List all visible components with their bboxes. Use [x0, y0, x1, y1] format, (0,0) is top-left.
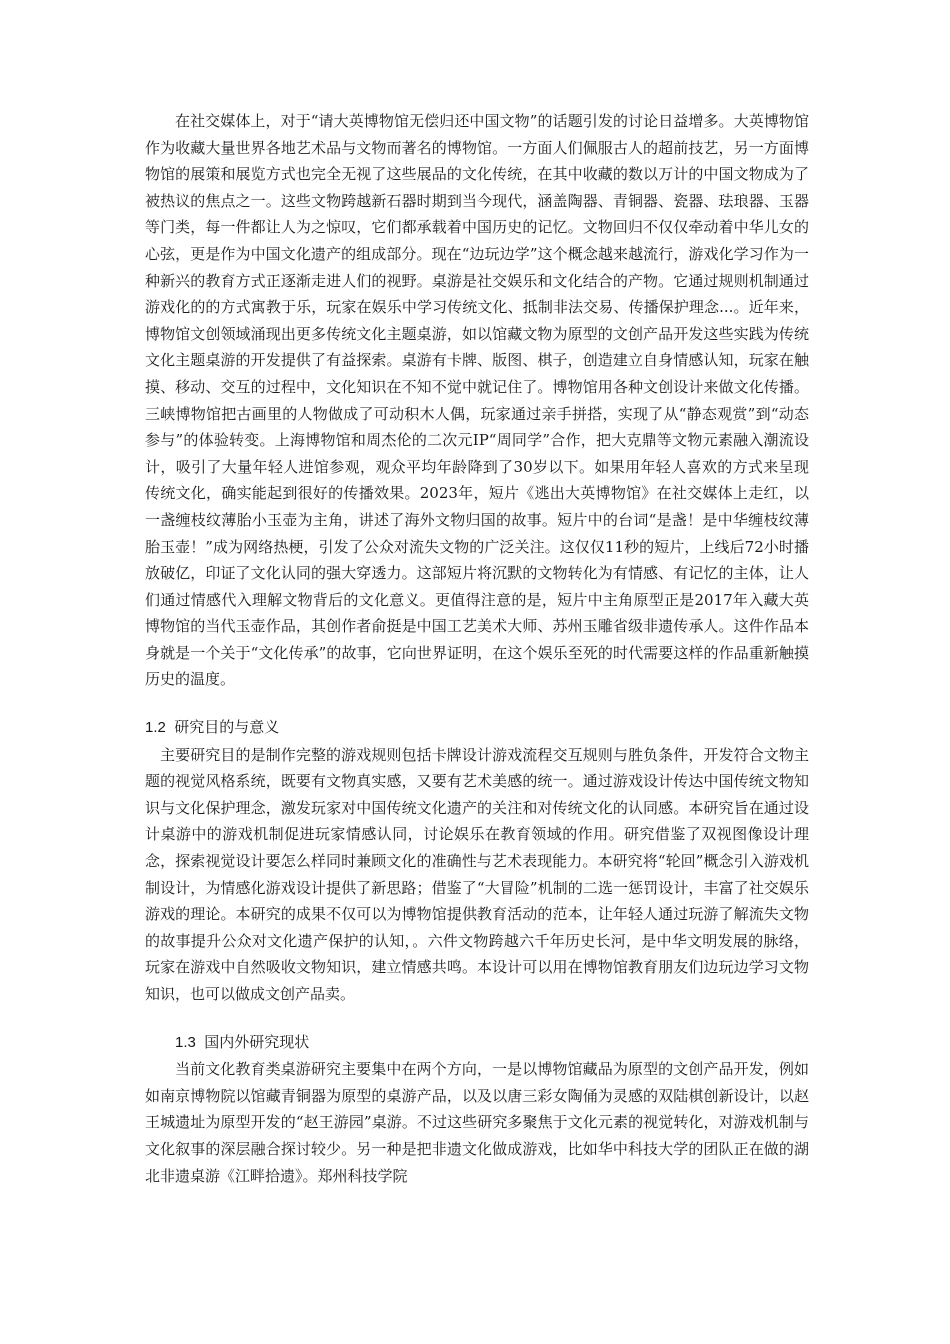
section-heading-1-3 [145, 1030, 809, 1057]
document-body [145, 108, 809, 1189]
section-heading-1-2 [145, 715, 809, 742]
research-purpose-paragraph: 主要研究目的是制作完整的游戏规则包括卡牌设计游戏流程交互规则与胜负条件，开发符合文物主题的视觉风格系统，既要有文物真实感，又要有艺术美感的统一。通过游戏设计传达中国传统文物知识与文化保护理念，激发玩家对中国传统文化遗产的关注和对传统文化的认同感。本研究旨在通过设计桌游中的游戏机制促进玩家情感认同，讨论娱乐在教育领域的作用。研究借鉴了双视图像设计理念，探索视觉设计要怎么样同时兼顾文化的准确性与艺术表现能力。本研究将“轮回”概念引入游戏机制设计，为情感化游戏设计提供了新思路；借鉴了“大冒险”机制的二选一惩罚设计，丰富了社交娱乐游戏的理论。本研究的成果不仅可以为博物馆提供教育活动的范本，让年轻人通过玩游了解流失文物的故事提升公众对文化遗产保护的认知，。六件文物跨越六千年历史长河，是中华文明发展的脉络，玩家在游戏中自然吸收文物知识，建立情感共鸣。本设计可以用在博物馆教育朋友们边玩边学习文物知识，也可以做成文创产品卖。 [145, 745, 809, 1003]
research-status-paragraph: 当前文化教育类桌游研究主要集中在两个方向，一是以博物馆藏品为原型的文创产品开发，例如如南京博物院以馆藏青铜器为原型的桌游产品，以及以唐三彩女陶俑为灵感的双陆棋创新设计，以赵王城遗址为原型开发的“赵王游园”桌游。不过这些研究多聚焦于文化元素的视觉转化，对游戏机制与文化叙事的深层融合探讨较少。另一种是把非遗文化做成游戏，比如华中科技大学的团队正在做的湖北非遗桌游《江畔拾遗》。郑州科技学院 [145, 1060, 809, 1185]
section-number: 1.3 [175, 1033, 196, 1051]
section-title: 研究目的与意义 [174, 719, 280, 737]
section-title: 国内外研究现状 [204, 1033, 310, 1051]
intro-paragraph: 在社交媒体上，对于“请大英博物馆无偿归还中国文物”的话题引发的讨论日益增多。大英博物馆作为收藏大量世界各地艺术品与文物而著名的博物馆。一方面人们佩服古人的超前技艺，另一方面博物馆的展策和展览方式也完全无视了这些展品的文化传统，在其中收藏的数以万计的中国文物成为了被热议的焦点之一。这些文物跨越新石器时期到当今现代，涵盖陶器、青铜器、瓷器、珐琅器、玉器等门类，每一件都让人为之惊叹，它们都承载着中国历史的记忆。文物回归不仅仅牵动着中华儿女的心弦，更是作为中国文化遗产的组成部分。现在“边玩边学”这个概念越来越流行，游戏化学习作为一种新兴的教育方式正逐渐走进人们的视野。桌游是社交娱乐和文化结合的产物。它通过规则机制通过游戏化的的方式寓教于乐，玩家在娱乐中学习传统文化、抵制非法交易、传播保护理念...。近年来，博物馆文创领域涌现出更多传统文化主题桌游，如以馆藏文物为原型的文创产品开发这些实践为传统文化主题桌游的开发提供了有益探索。桌游有卡牌、版图、棋子，创造建立自身情感认知，玩家在触摸、移动、交互的过程中，文化知识在不知不觉中就记住了。博物馆用各种文创设计来做文化传播。三峡博物馆把古画里的人物做成了可动积木人偶，玩家通过亲手拼搭，实现了从“静态观赏”到“动态参与”的体验转变。上海博物馆和周杰伦的二次元IP“周同学”合作，把大克鼎等文物元素融入潮流设计，吸引了大量年轻人进馆参观，观众平均年龄降到了30岁以下。如果用年轻人喜欢的方式来呈现传统文化，确实能起到很好的传播效果。2023年，短片《逃出大英博物馆》在社交媒体上走红，以一盏缠枝纹薄胎小玉壶为主角，讲述了海外文物归国的故事。短片中的台词“是盏！是中华缠枝纹薄胎玉壶！”成为网络热梗，引发了公众对流失文物的广泛关注。这仅仅11秒的短片，上线后72小时播放破亿，印证了文化认同的强大穿透力。这部短片将沉默的文物转化为有情感、有记忆的主体，让人们通过情感代入理解文物背后的文化意义。更值得注意的是，短片中主角原型正是2017年入藏大英博物馆的当代玉壶作品，其创作者俞挺是中国工艺美术大师、苏州玉雕省级非遗传承人。这件作品本身就是一个关于“文化传承”的故事，它向世界证明，在这个娱乐至死的时代需要这样的作品重新触摸历史的温度。 [145, 112, 809, 689]
section-number: 1.2 [145, 719, 166, 737]
